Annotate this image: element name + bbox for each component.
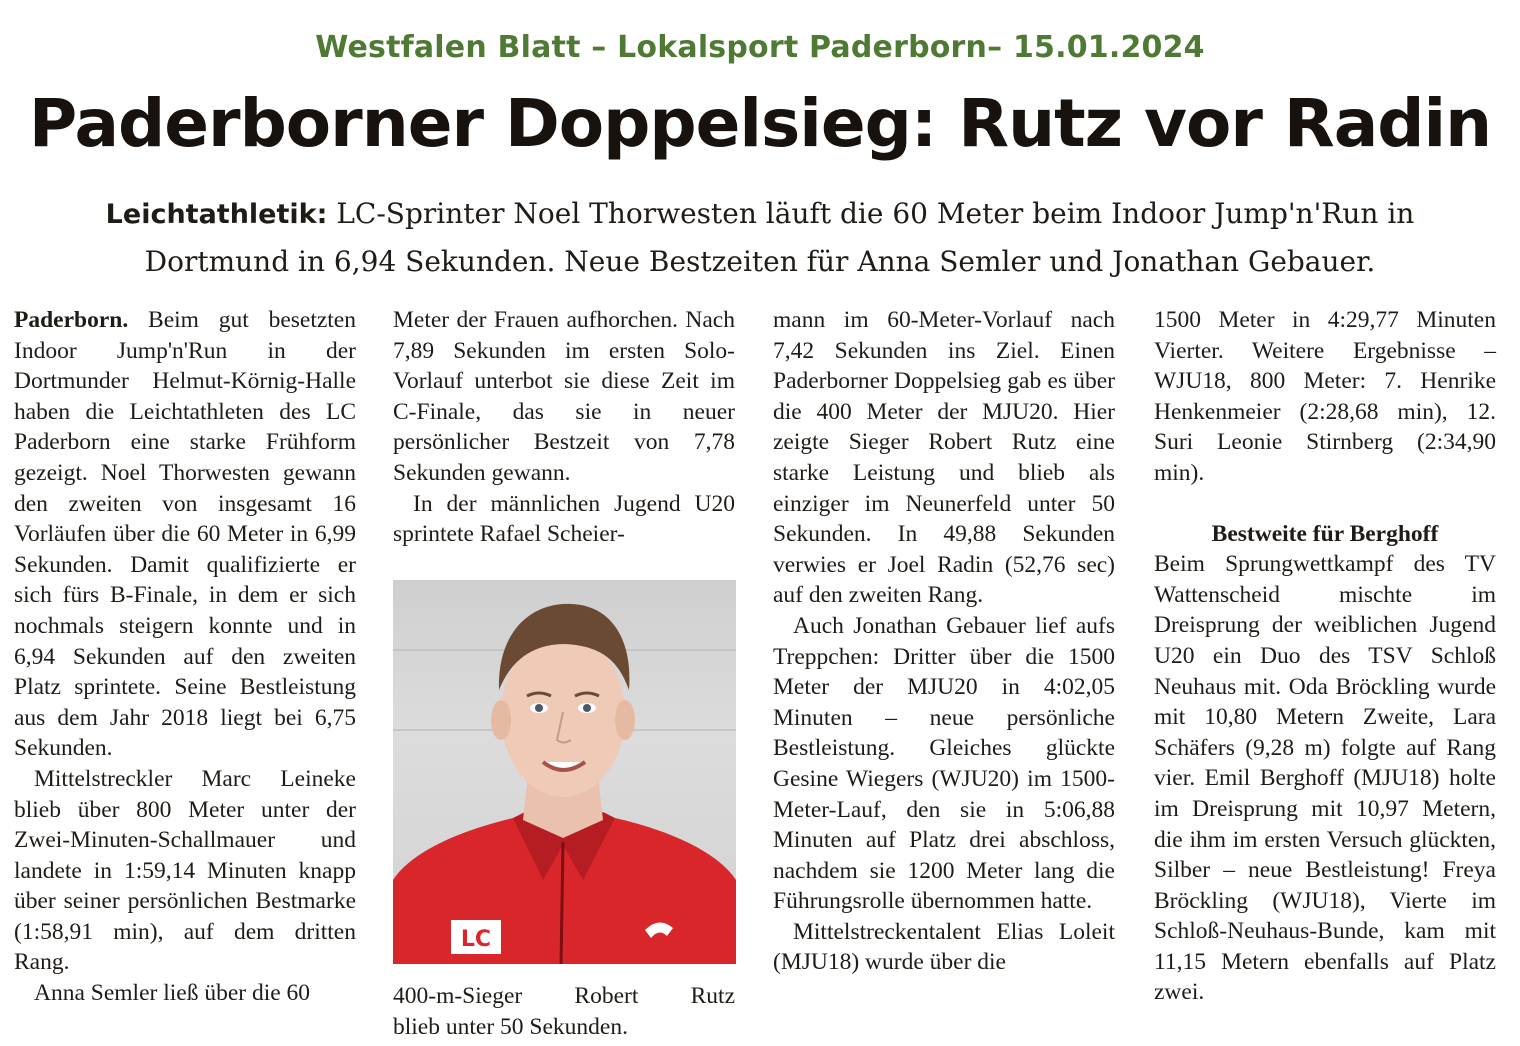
subline-kicker: Leichtathletik:: [105, 199, 328, 230]
article-paragraph: Mittelstreckentalent Elias Loleit (MJU18) wurde über die: [773, 918, 1115, 976]
source-line: Westfalen Blatt – Lokalsport Paderborn– 15.01.2024: [315, 30, 1205, 65]
subheading: Bestweite für Berghoff: [1211, 520, 1439, 547]
article-paragraph: Anna Semler ließ über die 60: [34, 980, 311, 1007]
caption-line-1: 400-m-Sieger Robert Rutz: [393, 983, 735, 1009]
article-paragraph: Mittelstreckler Marc Leineke blieb über 800 Meter unter der Zwei-Minuten-Schallmauer und landete in 1:59,14 Minuten knapp über seiner persönlichen Bestmarke (1:58,91 min), auf dem dritten Rang.: [14, 765, 356, 976]
caption-line-2: blieb unter 50 Sekunden.: [393, 1013, 628, 1040]
article-column-2: [393, 305, 735, 550]
paragraph-text: Beim gut besetzten Indoor Jump'n'Run in der Dortmunder Helmut-Körnig-Halle haben die Leichtathleten des LC Paderborn eine starke Frühform gezeigt. Noel Thorwesten gewann den zweiten von insgesamt 16 Vorläufen über die 60 Meter in 6,99 Sekunden. Damit qualifizierte er sich fürs B-Finale, in dem er sich nochmals steigern konnte und in 6,94 Sekunden auf den zweiten Platz sprintete. Seine Bestleistung aus dem Jahr 2018 liegt bei 6,75 Sekunden.: [14, 307, 356, 762]
article-paragraph: Meter der Frauen aufhorchen. Nach 7,89 Sekunden im ersten Solo-Vorlauf unterbot sie diese Zeit im C-Finale, das sie in neuer persönlicher Bestzeit von 7,78 Sekunden gewann.: [393, 307, 735, 486]
article-paragraph: mann im 60-Meter-Vorlauf nach 7,42 Sekunden ins Ziel. Einen Paderborner Doppelsieg gab es über die 400 Meter der MJU20. Hier zeigte Sieger Robert Rutz eine starke Leistung und blieb als einziger im Neunerfeld unter 50 Sekunden. In 49,88 Sekunden verwies er Joel Radin (52,76 sec) auf den zweiten Rang.: [773, 307, 1115, 609]
article-column-4: [1154, 305, 1496, 1008]
subline-text: LC-Sprinter Noel Thorwesten läuft die 60 Meter beim Indoor Jump'n'Run in Dortmund in 6,94 Sekunden. Neue Bestzeiten für Anna Semler und Jonathan Gebauer.: [144, 197, 1415, 278]
article-paragraph: Beim Sprungwettkampf des TV Wattenscheid mischte im Dreisprung der weiblichen Jugend U20 ein Duo des TSV Schloß Neuhaus mit. Oda Bröckling wurde mit 10,80 Metern Zweite, Lara Schäfers (9,28 m) folgte auf Rang vier. Emil Berghoff (MJU18) holte im Dreisprung mit 10,97 Metern, die ihm im ersten Versuch glückten, Silber – neue Bestleistung! Freya Bröckling (WJU18), Vierte im Schloß-Neuhaus-Bunde, kam mit 11,15 Metern ebenfalls auf Platz zwei.: [1154, 551, 1496, 1006]
article-paragraph: 1500 Meter in 4:29,77 Minuten Vierter. Weitere Ergebnisse – WJU18, 800 Meter: 7. Henrike Henkenmeier (2:28,68 min), 12. Suri Leonie Stirnberg (2:34,90 min).: [1154, 307, 1496, 486]
headline: Paderborner Doppelsieg: Rutz vor Radin: [28, 85, 1492, 162]
photo-caption: [393, 981, 735, 1042]
article-column-3: [773, 305, 1115, 978]
subline: [40, 190, 1480, 285]
shirt-logo-text: LC: [460, 927, 492, 952]
article-paragraph: [14, 305, 356, 764]
athlete-portrait: [393, 580, 736, 964]
article-paragraph: In der männlichen Jugend U20 sprintete Rafael Scheier-: [393, 490, 735, 548]
dateline: Paderborn.: [14, 307, 129, 333]
article-paragraph: Auch Jonathan Gebauer lief aufs Treppchen: Dritter über die 1500 Meter der MJU20 in 4:02,05 Minuten – neue persönliche Bestleistung. Gleiches glückte Gesine Wiegers (WJU20) im 1500-Meter-Lauf, den sie in 5:06,88 Minuten auf Platz drei abschloss, nachdem sie 1200 Meter lang die Führungsrolle übernommen hatte.: [773, 612, 1115, 915]
athlete-photo: [393, 580, 736, 964]
article-column-1: [14, 305, 356, 1009]
